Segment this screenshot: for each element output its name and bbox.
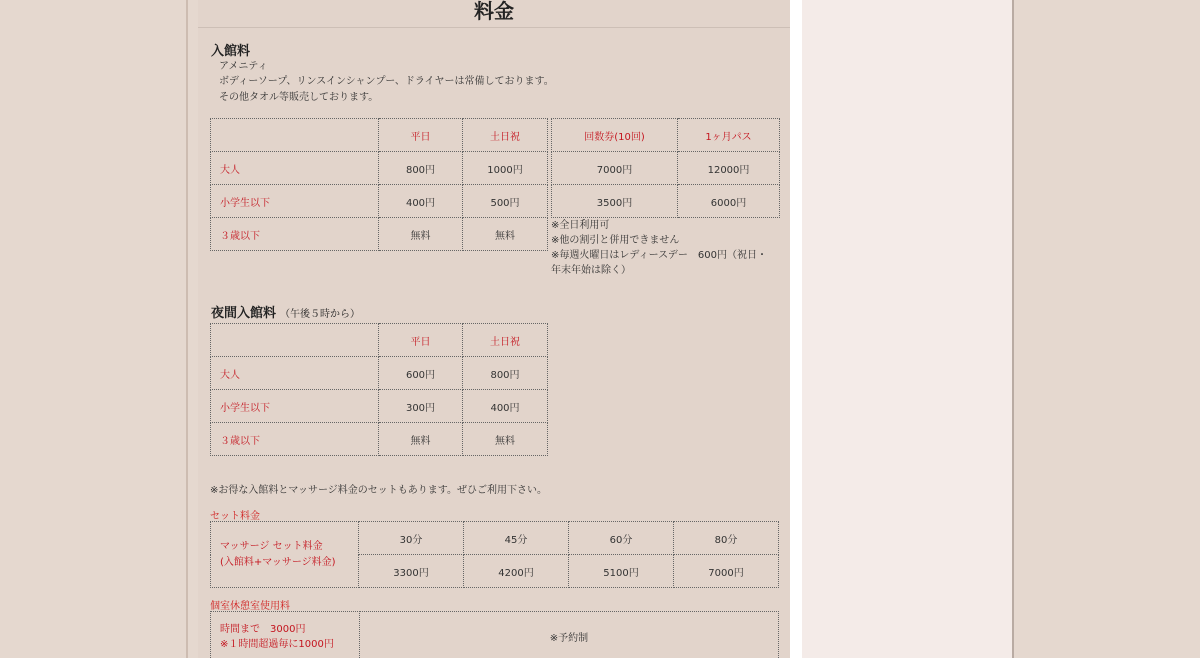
amenity-note: アメニティ [219,61,268,72]
row-label: 大人 [211,152,379,185]
pass-note: 年末年始は除く） [551,265,631,276]
pass-note: ※全日利用可 [551,220,610,231]
right-sidebar [802,0,1013,658]
price-cell: 800円 [463,357,548,390]
right-divider [1012,0,1014,658]
column-header-monthly-pass: 1ヶ月パス [678,119,780,152]
table-row [211,390,548,423]
row-label: 大人 [211,357,379,390]
pricing-content [198,0,790,658]
price-cell: 400円 [379,185,463,218]
table-row [211,152,548,185]
table-row [211,218,548,251]
table-row [211,119,548,152]
price-cell: 3300円 [359,555,464,588]
pass-note: ※他の割引と併用できません [551,235,680,246]
column-header-weekend: 土日祝 [463,119,548,152]
pass-table [551,118,780,218]
set-promo-note: ※お得な入館料とマッサージ料金のセットもあります。ぜひご利用下さい。 [210,485,547,496]
price-cell: 600円 [379,357,463,390]
reservation-note: ※予約制 [360,612,779,658]
pass-note: ※毎週火曜日はレディースデー 600円（祝日・ [551,250,767,261]
table-row [552,185,780,218]
price-cell: 無料 [463,423,548,456]
column-header-weekday: 平日 [379,119,463,152]
amenity-note: その他タオル等販売しております。 [219,92,379,103]
price-cell: 無料 [379,423,463,456]
price-cell: 400円 [463,390,548,423]
private-room-price [211,612,360,658]
column-header-coupon: 回数券(10回) [552,119,678,152]
price-cell: 5100円 [569,555,674,588]
price-cell: 3500円 [552,185,678,218]
price-cell: 無料 [379,218,463,251]
table-row [211,612,779,658]
content-edge [790,0,802,658]
row-label: ３歳以下 [211,423,379,456]
column-header-weekday: 平日 [379,324,463,357]
left-divider [186,0,188,658]
amenity-note: ボディーソープ、リンスインシャンプー、ドライヤーは常備しております。 [219,76,554,87]
price-cell: 6000円 [678,185,780,218]
column-header-weekend: 土日祝 [463,324,548,357]
private-room-line: 時間まで 3000円 [220,623,306,635]
set-table [210,521,779,588]
price-cell: 無料 [463,218,548,251]
duration-cell: 45分 [464,522,569,555]
night-heading [211,302,360,321]
table-row [211,423,548,456]
table-row [552,119,780,152]
table-cell [211,119,379,152]
price-cell: 7000円 [552,152,678,185]
price-cell: 4200円 [464,555,569,588]
price-cell: 7000円 [674,555,779,588]
duration-cell: 80分 [674,522,779,555]
price-cell: 12000円 [678,152,780,185]
set-heading: セット料金 [210,511,260,522]
duration-cell: 30分 [359,522,464,555]
table-cell [211,324,379,357]
table-row [211,522,779,555]
night-heading-sub: （午後５時から） [280,309,361,320]
private-room-table [210,611,779,658]
row-label: 小学生以下 [211,390,379,423]
admission-table [210,118,548,251]
price-cell: 300円 [379,390,463,423]
row-label: ３歳以下 [211,218,379,251]
table-row [211,324,548,357]
price-cell: 500円 [463,185,548,218]
night-heading-title: 夜間入館料 [211,306,277,321]
set-label [211,522,359,588]
admission-heading: 入館料 [211,44,251,59]
table-row [211,357,548,390]
night-table [210,323,548,456]
set-label-line: (入館料+マッサージ料金) [220,556,336,568]
table-row [211,185,548,218]
private-room-heading: 個室休憩室使用料 [210,601,290,612]
duration-cell: 60分 [569,522,674,555]
page-title: 料金 [198,0,790,28]
price-cell: 800円 [379,152,463,185]
price-cell: 1000円 [463,152,548,185]
set-label-line: マッサージ セット料金 [220,540,323,552]
private-room-line: ※１時間超過毎に1000円 [220,638,334,650]
row-label: 小学生以下 [211,185,379,218]
table-row [552,152,780,185]
